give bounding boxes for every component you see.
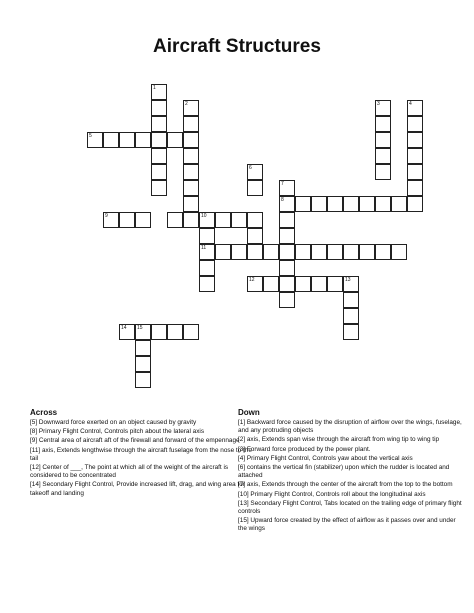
grid-cell[interactable] [135,324,151,340]
grid-cell[interactable] [151,164,167,180]
grid-cell[interactable] [151,84,167,100]
grid-cell[interactable] [407,100,423,116]
across-clue-12: [12] Center of ___, The point at which all of the weight of the aircraft is considered to be concentrated [30,464,229,480]
grid-cell[interactable] [247,212,263,228]
across-clue-5: [5] Downward force exerted on an object caused by gravity [30,419,197,426]
grid-cell[interactable] [327,196,343,212]
clue-number: 7 [281,181,284,187]
grid-cell[interactable] [311,196,327,212]
grid-cell[interactable] [151,100,167,116]
clue-number: 6 [249,165,252,171]
grid-cell[interactable] [215,244,231,260]
across-heading: Across [30,408,58,417]
grid-cell[interactable] [407,132,423,148]
grid-cell[interactable] [167,132,183,148]
grid-cell[interactable] [199,260,215,276]
grid-cell[interactable] [151,324,167,340]
grid-cell[interactable] [407,164,423,180]
grid-cell[interactable] [231,212,247,228]
grid-cell[interactable] [327,276,343,292]
grid-cell[interactable] [295,276,311,292]
grid-cell[interactable] [151,116,167,132]
grid-cell[interactable] [135,372,151,388]
down-clue-10: [10] Primary Flight Control, Controls roll about the longitudinal axis [238,490,426,498]
grid-cell[interactable] [119,212,135,228]
grid-cell[interactable] [199,228,215,244]
grid-cell[interactable] [407,180,423,196]
grid-cell[interactable] [359,196,375,212]
down-clue-7: [7] axis, Extends through the center of the aircraft from the top to the bottom [238,481,453,489]
grid-cell[interactable] [183,148,199,164]
grid-cell[interactable] [199,244,215,260]
grid-cell[interactable] [183,164,199,180]
grid-cell[interactable] [151,132,167,148]
grid-cell[interactable] [375,164,391,180]
grid-cell[interactable] [135,340,151,356]
across-clues [30,408,255,499]
across-clue-11: [11] axis, Extends lengthwise through the aircraft fuselage from the nose to the tail [30,446,252,462]
grid-cell[interactable] [375,196,391,212]
grid-cell[interactable] [343,292,359,308]
grid-cell[interactable] [375,132,391,148]
grid-cell[interactable] [279,212,295,228]
grid-cell[interactable] [183,324,199,340]
grid-cell[interactable] [183,116,199,132]
grid-cell[interactable] [279,292,295,308]
down-heading: Down [238,408,260,417]
grid-cell[interactable] [375,148,391,164]
down-clue-3: [3] Forward force produced by the power plant. [238,445,371,453]
clue-number: 1 [153,85,156,91]
grid-cell[interactable] [263,276,279,292]
grid-cell[interactable] [87,132,103,148]
grid-cell[interactable] [167,212,183,228]
grid-cell[interactable] [183,132,199,148]
down-clue-1: [1] Backward force caused by the disruption of airflow over the wings, fuselage, and any protruding objects [238,419,462,435]
down-clue-2: [2] axis, Extends span wise through the aircraft from wing tip to wing tip [238,436,440,444]
grid-cell[interactable] [327,244,343,260]
grid-cell[interactable] [247,244,263,260]
grid-cell[interactable] [375,244,391,260]
grid-cell[interactable] [247,276,263,292]
grid-cell[interactable] [135,356,151,372]
grid-cell[interactable] [279,260,295,276]
clue-number: 10 [201,213,207,219]
grid-cell[interactable] [279,276,295,292]
grid-cell[interactable] [167,324,183,340]
grid-cell[interactable] [295,196,311,212]
grid-cell[interactable] [247,180,263,196]
grid-cell[interactable] [183,196,199,212]
grid-cell[interactable] [183,180,199,196]
grid-cell[interactable] [343,196,359,212]
grid-cell[interactable] [343,324,359,340]
grid-cell[interactable] [135,132,151,148]
grid-cell[interactable] [343,276,359,292]
grid-cell[interactable] [119,132,135,148]
down-clue-6: [6] contains the vertical fin (stabilizer) upon which the rudder is located and attached [238,464,450,480]
grid-cell[interactable] [343,244,359,260]
grid-cell[interactable] [199,212,215,228]
grid-cell[interactable] [279,196,295,212]
grid-cell[interactable] [311,276,327,292]
clue-number: 4 [409,101,412,107]
grid-cell[interactable] [247,164,263,180]
grid-cell[interactable] [119,324,135,340]
grid-cell[interactable] [231,244,247,260]
clue-number: 9 [105,213,108,219]
clue-number: 8 [281,197,284,203]
clue-number: 15 [137,325,143,331]
clue-number: 14 [121,325,127,331]
across-clue-8: [8] Primary Flight Control, Controls pitch about the lateral axis [30,428,205,436]
puzzle-title: Aircraft Structures [153,36,321,57]
grid-cell[interactable] [343,308,359,324]
clue-number: 11 [201,245,207,251]
grid-cell[interactable] [135,212,151,228]
grid-cell[interactable] [359,244,375,260]
clue-number: 3 [377,101,380,107]
across-clue-14: [14] Secondary Flight Control, Provide increased lift, drag, and wing area for takeoff and landing [30,481,245,497]
clue-number: 5 [89,133,92,139]
grid-cell[interactable] [407,148,423,164]
grid-cell[interactable] [263,244,279,260]
grid-cell[interactable] [375,116,391,132]
grid-cell[interactable] [151,148,167,164]
across-clue-9: [9] Central area of aircraft aft of the firewall and forward of the empennage [30,437,240,445]
grid-cell[interactable] [375,100,391,116]
grid-cell[interactable] [311,244,327,260]
grid-cell[interactable] [183,100,199,116]
grid-cell[interactable] [183,212,199,228]
grid-cell[interactable] [407,116,423,132]
clue-number: 12 [249,277,255,283]
down-clue-15: [15] Upward force created by the effect of airflow as it passes over and under the wings [238,517,456,533]
clue-number: 2 [185,101,188,107]
grid-cell[interactable] [279,244,295,260]
down-clue-4: [4] Primary Flight Control, Controls yaw about the vertical axis [238,454,413,462]
grid-cell[interactable] [215,212,231,228]
down-clue-13: [13] Secondary Flight Control, Tabs located on the trailing edge of primary flight controls [238,499,462,516]
grid-cell[interactable] [295,244,311,260]
grid-cell[interactable] [151,180,167,196]
grid-cell[interactable] [103,212,119,228]
grid-cell[interactable] [103,132,119,148]
grid-cell[interactable] [391,244,407,260]
grid-cell[interactable] [407,196,423,212]
clue-number: 13 [345,277,351,283]
grid-cell[interactable] [199,276,215,292]
grid-cell[interactable] [279,180,295,196]
grid-cell[interactable] [279,228,295,244]
grid-cell[interactable] [247,228,263,244]
down-clues [238,408,463,535]
grid-cell[interactable] [391,196,407,212]
